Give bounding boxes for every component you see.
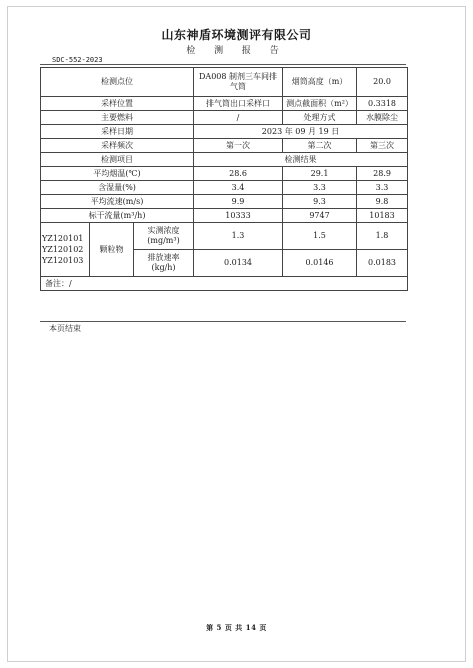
moisture-label: 含湿量(%): [41, 181, 194, 195]
table-row: [41, 167, 408, 181]
location-label: 采样位置: [41, 97, 194, 111]
rate-2: 0.0146: [283, 250, 357, 277]
end-of-page-text: 本页结束: [49, 324, 81, 333]
freq-2: 第二次: [283, 139, 357, 153]
document-number: SDC-552-2023: [52, 56, 103, 64]
company-name: 山东神盾环境测评有限公司: [161, 28, 312, 42]
conc-2: 1.5: [283, 223, 357, 250]
moisture-2: 3.3: [283, 181, 357, 195]
header-rule: [40, 64, 406, 65]
result-label: 检测结果: [194, 153, 408, 167]
height-value: 20.0: [357, 68, 408, 97]
rate-3: 0.0183: [357, 250, 408, 277]
date-label: 采样日期: [41, 125, 194, 139]
rate-1: 0.0134: [194, 250, 283, 277]
remark: 备注：/: [41, 277, 408, 291]
height-label: 烟筒高度（m）: [283, 68, 357, 97]
sample-code: YZ120102: [42, 245, 84, 254]
area-value: 0.3318: [357, 97, 408, 111]
fuel-label: 主要燃料: [41, 111, 194, 125]
point-value: DA008 制剂三车间排气筒: [194, 68, 283, 97]
conc-1: 1.3: [194, 223, 283, 250]
velocity-label: 平均流速(m/s): [41, 195, 194, 209]
area-label: 测点截面积（m²）: [283, 97, 357, 111]
table-row: [41, 111, 408, 125]
table-row: [41, 195, 408, 209]
flow-label: 标干流量(m³/h): [41, 209, 194, 223]
conc-3: 1.8: [357, 223, 408, 250]
velocity-2: 9.3: [283, 195, 357, 209]
table-row: [41, 277, 408, 291]
moisture-1: 3.4: [194, 181, 283, 195]
treatment-value: 水膜除尘: [357, 111, 408, 125]
temp-1: 28.6: [194, 167, 283, 181]
velocity-1: 9.9: [194, 195, 283, 209]
end-rule: [40, 321, 406, 322]
velocity-3: 9.8: [357, 195, 408, 209]
item-label: 检测项目: [41, 153, 194, 167]
temp-label: 平均烟温(℃): [41, 167, 194, 181]
table-row: [41, 181, 408, 195]
table-row: [41, 209, 408, 223]
table-row: [41, 68, 408, 97]
concentration-label: 实测浓度 (mg/m³): [134, 223, 194, 250]
treatment-label: 处理方式: [283, 111, 357, 125]
report-subtitle: 检 测 报 告: [186, 46, 287, 56]
table-row: [41, 153, 408, 167]
fuel-value: /: [194, 111, 283, 125]
temp-2: 29.1: [283, 167, 357, 181]
sample-codes: [41, 223, 90, 277]
monitoring-table: [40, 67, 408, 291]
freq-3: 第三次: [357, 139, 408, 153]
freq-label: 采样频次: [41, 139, 194, 153]
table-row: [41, 223, 408, 250]
date-value: 2023 年 09 月 19 日: [194, 125, 408, 139]
emission-rate-label: 排放速率 (kg/h): [134, 250, 194, 277]
flow-2: 9747: [283, 209, 357, 223]
flow-3: 10183: [357, 209, 408, 223]
table-row: [41, 125, 408, 139]
table-row: [41, 139, 408, 153]
freq-1: 第一次: [194, 139, 283, 153]
moisture-3: 3.3: [357, 181, 408, 195]
table-row: [41, 97, 408, 111]
flow-1: 10333: [194, 209, 283, 223]
point-label: 检测点位: [41, 68, 194, 97]
location-value: 排气筒出口采样口: [194, 97, 283, 111]
temp-3: 28.9: [357, 167, 408, 181]
pollutant-name: 颗粒物: [90, 223, 134, 277]
page-number: 第 5 页 共 14 页: [206, 623, 267, 632]
sample-code: YZ120103: [42, 256, 84, 265]
sample-code: YZ120101: [42, 234, 84, 243]
